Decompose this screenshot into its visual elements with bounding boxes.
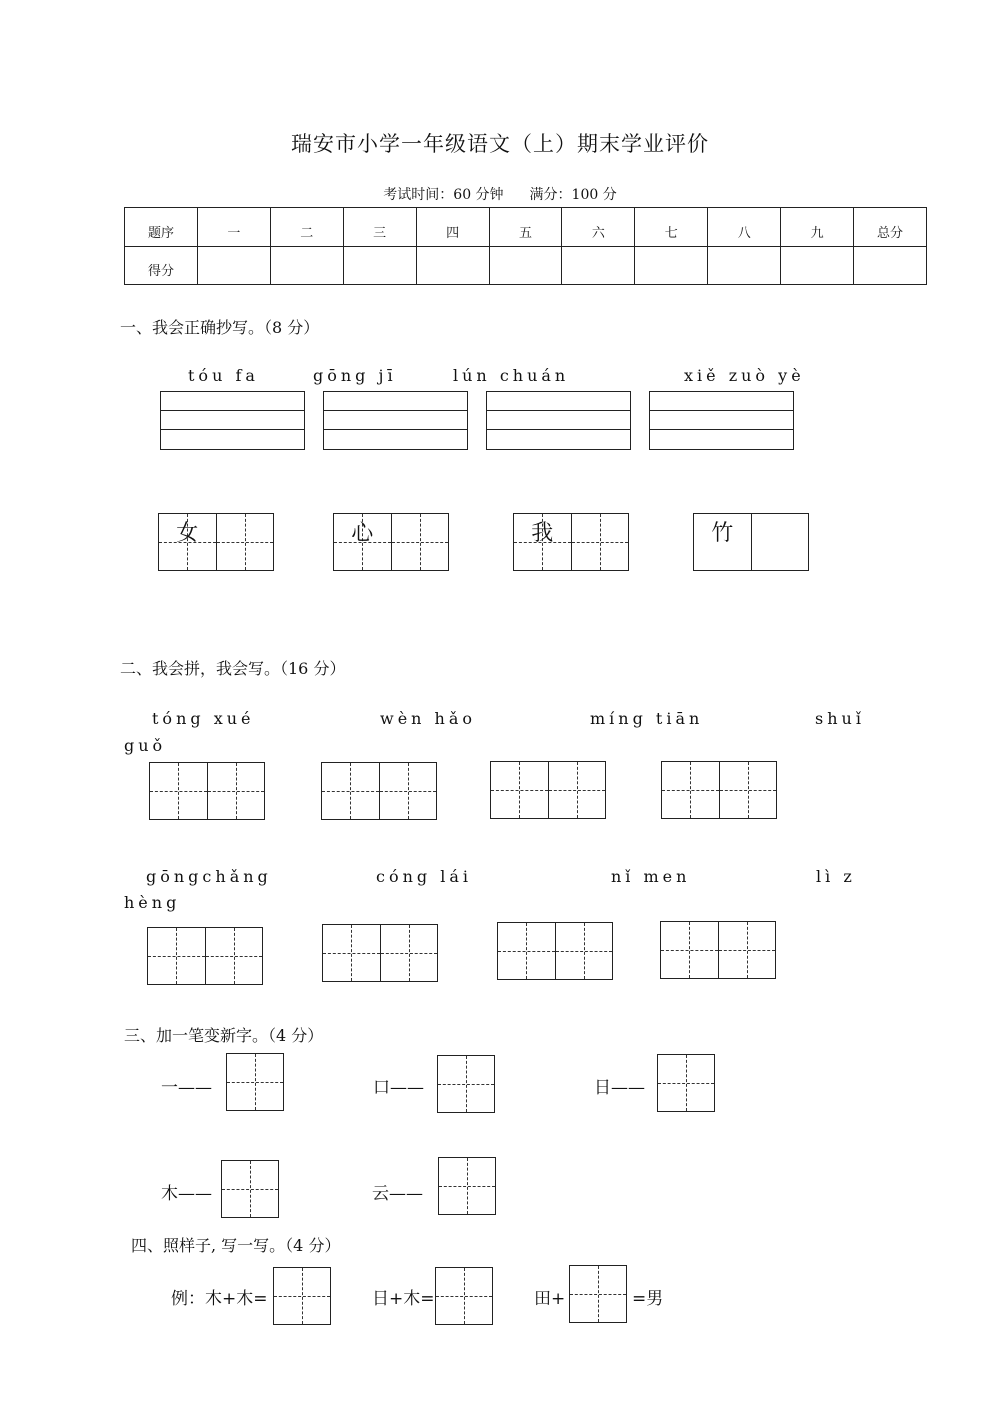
model-character: 我 <box>531 521 554 546</box>
score-table-col: 五 <box>489 208 562 247</box>
score-cell[interactable] <box>708 246 781 285</box>
score-cell[interactable] <box>416 246 489 285</box>
model-character: 女 <box>176 521 199 546</box>
four-line-writing-box[interactable] <box>486 391 631 450</box>
score-table-col: 四 <box>416 208 489 247</box>
section2-pinyin-wrap: hèng <box>124 893 181 912</box>
score-table-col: 七 <box>635 208 708 247</box>
section1-heading: 一、我会正确抄写。（8 分） <box>120 318 320 337</box>
section1-pinyin: gōng jī <box>313 366 397 385</box>
score-table-col: 九 <box>781 208 854 247</box>
section3-item-label: 日—— <box>594 1078 645 1098</box>
character-box[interactable] <box>226 1053 284 1111</box>
section2-pinyin: míng tiān <box>590 709 704 728</box>
model-character: 竹 <box>711 521 734 546</box>
character-grid[interactable] <box>497 922 613 980</box>
section1-pinyin: lún chuán <box>453 366 570 385</box>
score-table <box>124 207 927 285</box>
score-cell[interactable] <box>635 246 708 285</box>
section2-pinyin: lì z <box>816 867 856 886</box>
section2-pinyin-wrap: guǒ <box>124 736 167 755</box>
score-cell[interactable] <box>562 246 635 285</box>
section3-item-label: 口—— <box>373 1078 424 1098</box>
section3-item-label: 木—— <box>161 1184 212 1204</box>
character-box[interactable] <box>569 1265 627 1323</box>
character-box[interactable] <box>273 1267 331 1325</box>
section2-pinyin: shuǐ <box>815 709 865 728</box>
score-cell[interactable] <box>197 246 270 285</box>
character-grid[interactable] <box>693 513 809 571</box>
score-table-row-label: 得分 <box>125 246 198 285</box>
character-grid[interactable] <box>147 927 263 985</box>
score-cell[interactable] <box>781 246 854 285</box>
page-title: 瑞安市小学一年级语文（上）期末学业评价 <box>291 132 709 156</box>
score-table-header-row <box>125 208 927 247</box>
section4-heading: 四、照样子, 写一写。（4 分） <box>131 1236 341 1255</box>
character-box[interactable] <box>435 1267 493 1325</box>
section2-pinyin: tóng xué <box>152 709 255 728</box>
score-table-col: 一 <box>197 208 270 247</box>
score-table-col: 八 <box>708 208 781 247</box>
character-grid[interactable] <box>149 762 265 820</box>
section2-pinyin: wèn hǎo <box>380 709 477 728</box>
score-table-col: 二 <box>270 208 343 247</box>
character-box[interactable] <box>221 1160 279 1218</box>
character-grid[interactable] <box>490 761 606 819</box>
section3-heading: 三、加一笔变新字。（4 分） <box>124 1026 324 1045</box>
character-box[interactable] <box>657 1054 715 1112</box>
score-cell[interactable] <box>489 246 562 285</box>
four-line-writing-box[interactable] <box>649 391 794 450</box>
four-line-writing-box[interactable] <box>323 391 468 450</box>
section2-heading: 二、我会拼，我会写。（16 分） <box>120 659 346 678</box>
character-grid[interactable] <box>321 762 437 820</box>
score-cell[interactable] <box>343 246 416 285</box>
character-box[interactable] <box>437 1055 495 1113</box>
section4-example: 例：木+木= <box>171 1289 268 1309</box>
model-character: 心 <box>351 521 374 546</box>
section4-item: 日+木= <box>372 1289 435 1309</box>
score-table-col: 三 <box>343 208 416 247</box>
character-grid[interactable] <box>333 513 449 571</box>
section2-pinyin: cóng lái <box>376 867 472 886</box>
section1-pinyin: xiě zuò yè <box>684 366 805 385</box>
section1-pinyin: tóu fa <box>188 366 259 385</box>
section2-pinyin: gōngchǎng <box>146 867 272 886</box>
score-table-col: 六 <box>562 208 635 247</box>
character-grid[interactable] <box>661 761 777 819</box>
score-table-score-row <box>125 246 927 285</box>
exam-time: 考试时间：60 分钟 <box>383 187 504 203</box>
character-grid[interactable] <box>513 513 629 571</box>
full-score: 满分：100 分 <box>529 187 617 203</box>
character-box[interactable] <box>438 1157 496 1215</box>
score-cell[interactable] <box>270 246 343 285</box>
score-table-header-label: 题序 <box>125 208 198 247</box>
score-table-col-total: 总分 <box>854 208 927 247</box>
four-line-writing-box[interactable] <box>160 391 305 450</box>
exam-info <box>0 184 1000 204</box>
section3-item-label: 一—— <box>161 1078 212 1098</box>
score-cell-total[interactable] <box>854 246 927 285</box>
section4-item-suffix: =男 <box>632 1289 664 1309</box>
character-grid[interactable] <box>158 513 274 571</box>
section4-item-prefix: 田+ <box>534 1289 566 1309</box>
character-grid[interactable] <box>660 921 776 979</box>
section2-pinyin: nǐ men <box>611 867 691 886</box>
section3-item-label: 云—— <box>372 1184 423 1204</box>
character-grid[interactable] <box>322 924 438 982</box>
